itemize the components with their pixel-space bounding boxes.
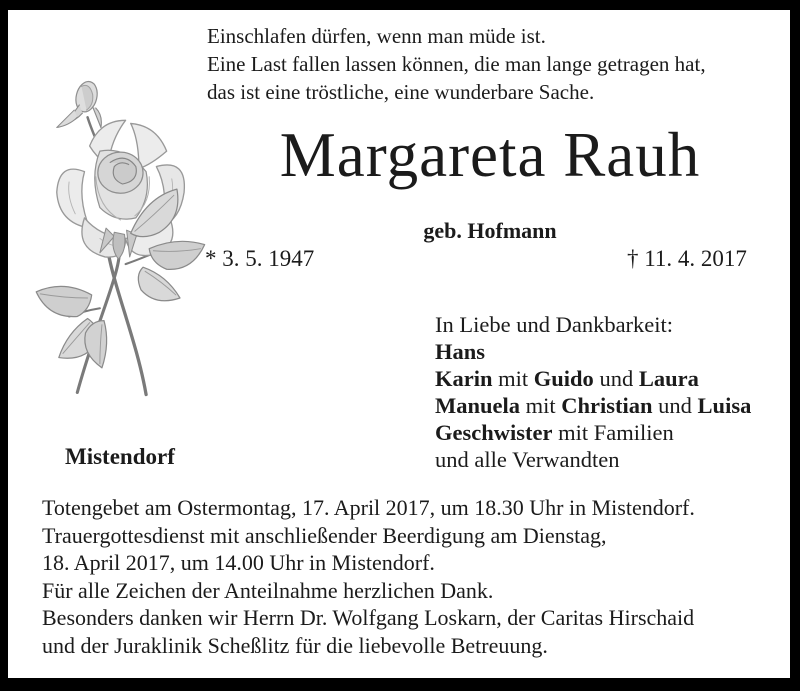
place-name: Mistendorf: [65, 444, 175, 469]
text-line: [435, 419, 751, 446]
connector-text: und: [652, 393, 698, 418]
maiden-name: geb. Hofmann: [423, 218, 557, 243]
announcement-block: [42, 494, 695, 659]
mourner-name: Laura: [638, 366, 699, 391]
text-line: und der Juraklinik Scheßlitz für die liebevolle Betreuung.: [42, 632, 548, 658]
mourner-name: Karin: [435, 366, 493, 391]
death-date: † 11. 4. 2017: [627, 246, 747, 271]
mourners-intro: In Liebe und Dankbarkeit:: [435, 312, 674, 337]
mourner-name: Hans: [435, 339, 486, 364]
text-line: [435, 338, 751, 365]
text-line: Für alle Zeichen der Anteilnahme herzlichen Dank.: [42, 577, 494, 603]
text-line: Eine Last fallen lassen können, die man lange getragen hat,: [207, 52, 706, 76]
text-line: 18. April 2017, um 14.00 Uhr in Mistendorf.: [42, 550, 435, 575]
birth-date: * 3. 5. 1947: [205, 246, 315, 271]
text-line: [435, 446, 751, 473]
mourners-block: [435, 311, 751, 473]
connector-text: und: [593, 366, 639, 391]
text-line: [435, 392, 751, 419]
text-line: Totengebet am Ostermontag, 17. April 2017, um 18.30 Uhr in Mistendorf.: [42, 495, 695, 520]
epigraph: [207, 22, 706, 106]
text-line: [435, 365, 751, 392]
mourner-name: Christian: [561, 393, 653, 418]
mourner-name: Geschwister: [435, 420, 553, 445]
mourners-list: [435, 338, 751, 473]
text-line: das ist eine tröstliche, eine wunderbare Sache.: [207, 80, 595, 104]
connector-text: mit: [520, 393, 562, 418]
rose-sketch-illustration: [28, 74, 218, 408]
deceased-name: Margareta Rauh: [279, 120, 701, 190]
connector-text: mit Familien: [552, 420, 674, 445]
mourner-name: Luisa: [697, 393, 752, 418]
text-line: Einschlafen dürfen, wenn man müde ist.: [207, 24, 546, 48]
text-line: Trauergottesdienst mit anschließender Beerdigung am Dienstag,: [42, 522, 607, 548]
mourner-name: Guido: [533, 366, 594, 391]
connector-text: mit: [492, 366, 534, 391]
text-line: Besonders danken wir Herrn Dr. Wolfgang Loskarn, der Caritas Hirschaid: [42, 605, 695, 630]
connector-text: und alle Verwandten: [435, 447, 620, 472]
mourner-name: Manuela: [435, 393, 521, 418]
